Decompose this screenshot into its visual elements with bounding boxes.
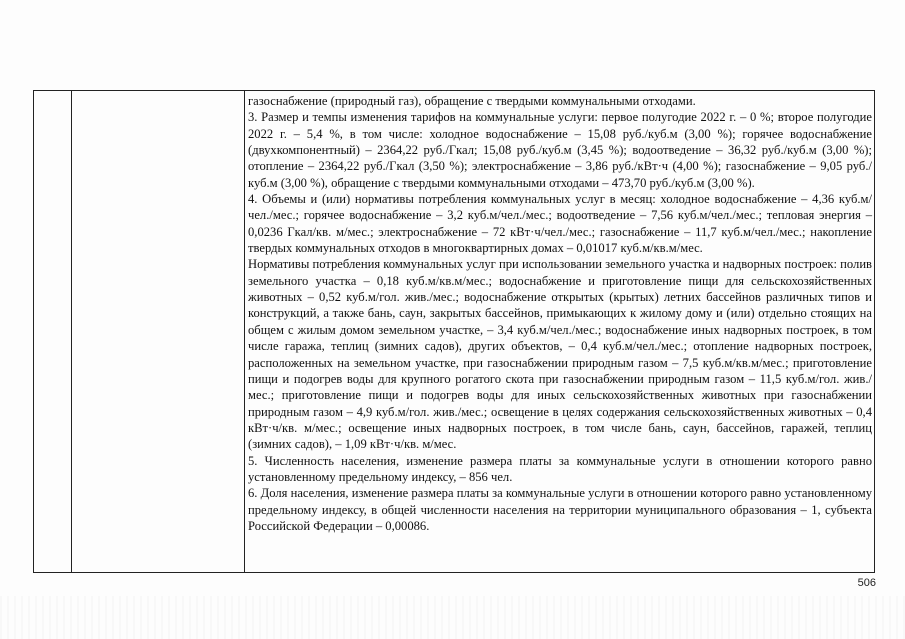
paragraph-gas-waste-continuation: газоснабжение (природный газ), обращение с твердыми коммунальными отходами.	[248, 94, 696, 108]
paragraph-land-consumption-norms: Нормативы потребления коммунальных услуг при использовании земельного участка и надворных построек: полив земельного участка – 0,18 куб.м/кв.м/мес.; водоснабжение и приготовление пищи для сельскохозяйственных животных – 0,52 куб.м/гол. жив./мес.; водоснабжение открытых (крытых) летних бассейнов различных типов и конструкций, а также бань, саун, закрытых бассейнов, примыкающих к жилому дому и (или) отдельно стоящих на общем с жилым домом земельном участке, – 3,4 куб.м/чел./мес.; водоснабжение иных надворных построек, в том числе гаража, теплиц (зимних садов), других объектов, – 0,4 куб.м/чел./мес.; отопление надворных построек, расположенных на земельном участке, при газоснабжении природным газом – 7,5 куб.м/кв.м/мес.; приготовление пищи и подогрев воды для крупного рогатого скота при газоснабжении природным газом – 11,5 куб.м/гол. жив./мес.; приготовление пищи и подогрев воды для иных сельскохозяйственных животных при газоснабжении природным газом – 4,9 куб.м/гол. жив./мес.; освещение в целях содержания сельскохозяйственных животных – 0,4 кВт·ч/кв. м/мес.; освещение иных надворных построек, в том числе бань, саун, бассейнов, гаражей, теплиц (зимних садов), – 1,09 кВт·ч/кв. м/мес.	[248, 257, 872, 452]
table-column-divider-2	[244, 91, 245, 572]
table-cell-content	[248, 93, 872, 534]
paragraph-population-count: 5. Численность населения, изменение размера платы за коммунальные услуги в отношении которого равно установленному предельному индексу, – 856 чел.	[248, 453, 872, 484]
paragraph-population-share: 6. Доля населения, изменение размера платы за коммунальные услуги в отношении которого равно установленному предельному индексу, в общей численности населения на территории муниципального образования – 1, субъекта Российской Федерации – 0,00086.	[248, 486, 872, 533]
table-column-divider-1	[71, 91, 72, 572]
page-number: 506	[857, 577, 876, 589]
paragraph-tariffs: 3. Размер и темпы изменения тарифов на коммунальные услуги: первое полугодие 2022 г. – 0 %; второе полугодие 2022 г. – 5,4 %, в том числе: холодное водоснабжение – 15,08 руб./куб.м (3,00 %); горячее водоснабжение (двухкомпонентный) – 2364,22 руб./Гкал; 15,08 руб./куб.м (3,45 %); водоотведение – 36,32 руб./куб.м (3,00 %); отопление – 2364,22 руб./Гкал (3,50 %); электроснабжение – 3,86 руб./кВт·ч (4,00 %); газоснабжение – 9,05 руб./куб.м (3,00 %), обращение с твердыми коммунальными отходами – 473,70 руб./куб.м (3,00 %).	[248, 110, 872, 190]
scan-artifact	[0, 596, 905, 639]
paragraph-consumption-volumes: 4. Объемы и (или) нормативы потребления коммунальных услуг в месяц: холодное водоснабжение – 4,36 куб.м/чел./мес.; горячее водоснабжение – 3,2 куб.м/чел./мес.; водоотведение – 7,56 куб.м/чел./мес.; тепловая энергия – 0,0236 Гкал/кв. м/мес.; электроснабжение – 72 кВт·ч/чел./мес.; газоснабжение – 11,7 куб.м/чел./мес.; накопление твердых коммунальных отходов в многоквартирных домах – 0,01017 куб.м/кв.м/мес.	[248, 192, 872, 256]
document-table	[33, 90, 875, 573]
